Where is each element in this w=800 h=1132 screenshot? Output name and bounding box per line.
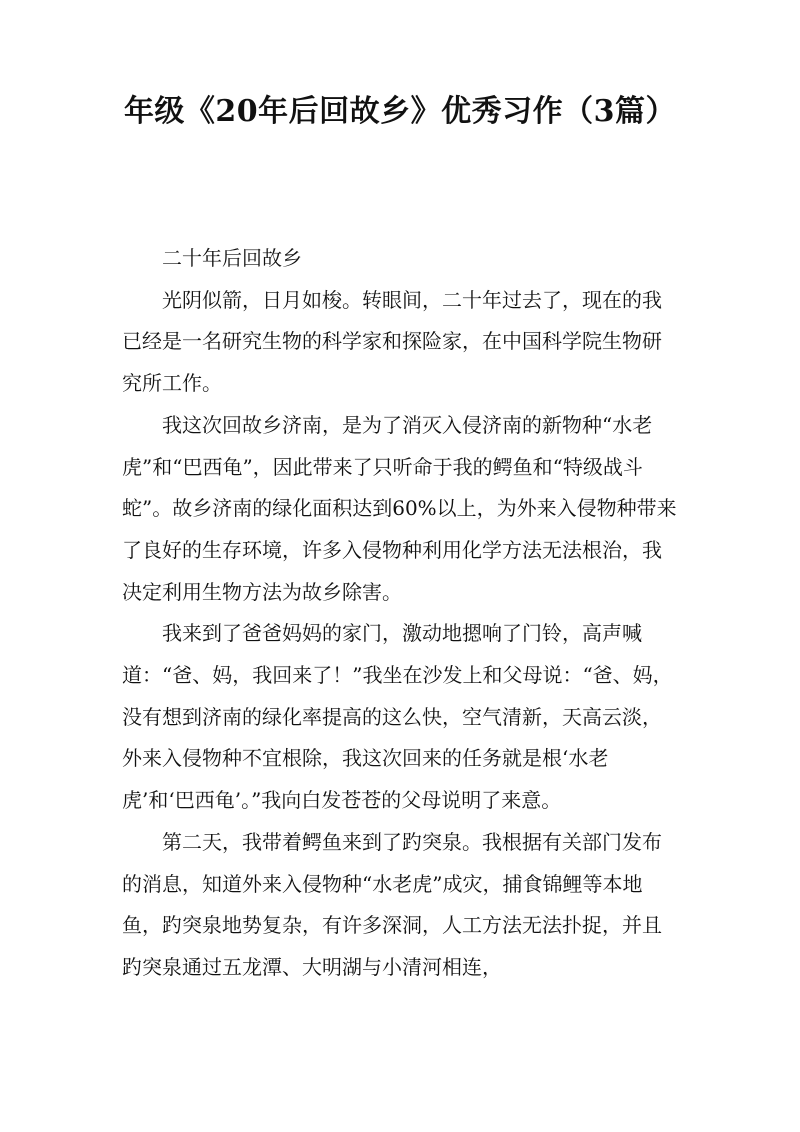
paragraph: 我这次回故乡济南，是为了消灭入侵济南的新物种“水老虎”和“巴西龟”，因此带来了只听命于我的鳄鱼和“特级战斗蛇”。故乡济南的绿化面积达到60%以上，为外来入侵物种带来了良好的生存环境，许多入侵物种利用化学方法无法根治，我决定利用生物方法为故乡除害。: [122, 412, 677, 604]
paragraph: 我来到了爸爸妈妈的家门，激动地摁响了门铃，高声喊道：“爸、妈，我回来了！”我坐在沙发上和父母说：“爸、妈，没有想到济南的绿化率提高的这么快，空气清新，天高云淡，外来入侵物种不宜根除，我这次回来的任务就是根‘水老虎’和‘巴西龟’。”我向白发苍苍的父母说明了来意。: [122, 621, 673, 813]
paragraph: 第二天，我带着鳄鱼来到了趵突泉。我根据有关部门发布的消息，知道外来入侵物种“水老虎”成灾，捕食锦鲤等本地鱼，趵突泉地势复杂，有许多深洞，人工方法无法扑捉，并且趵突泉通过五龙潭、大明湖与小清河相连，: [122, 829, 662, 979]
document-body: [122, 238, 678, 989]
paragraph: 光阴似箭，日月如梭。转眼间，二十年过去了，现在的我已经是一名研究生物的科学家和探险家，在中国科学院生物研究所工作。: [122, 287, 662, 396]
paragraph-heading: 二十年后回故乡: [162, 246, 302, 270]
document-title: 年级《20年后回故乡》优秀习作（3篇）: [123, 94, 677, 129]
